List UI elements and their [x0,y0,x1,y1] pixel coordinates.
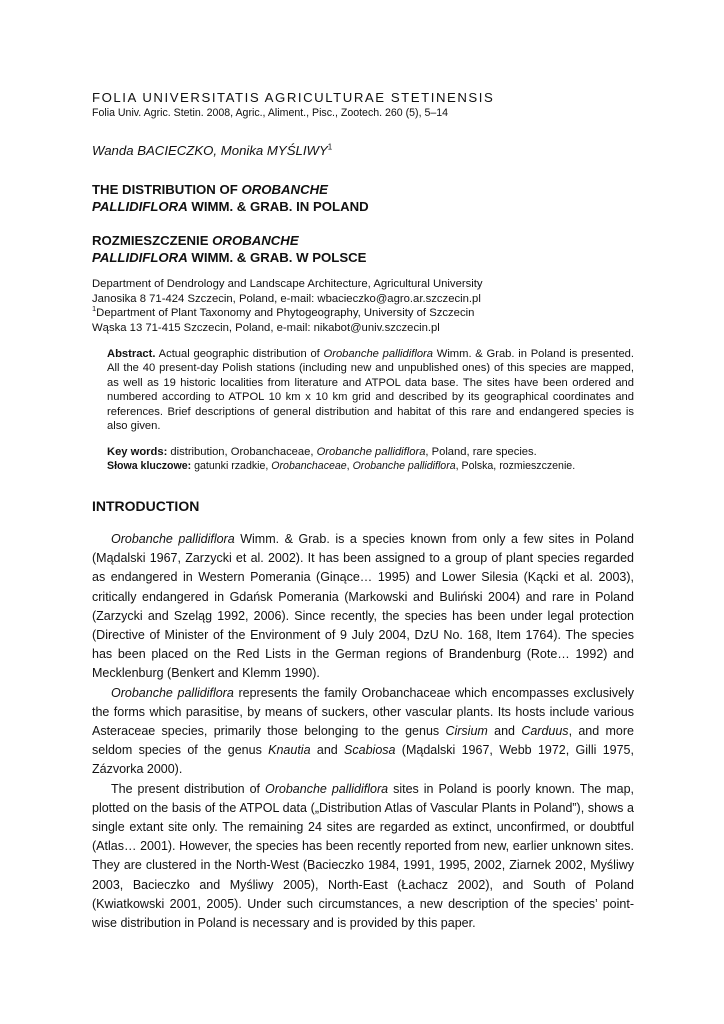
genus-name: Carduus [521,724,569,739]
keywords-pl-text: , Polska, rozmieszczenie. [455,460,576,473]
affiliation-mark: 1 [92,304,97,314]
abstract [107,347,634,433]
title-english [92,181,634,215]
introduction-body [92,530,634,933]
title-pl-plain-2: WIMM. & GRAB. W POLSCE [187,250,367,265]
title-pl-italic-2: PALLIDIFLORA [92,250,188,265]
abstract-species: Orobanche pallidiflora [323,348,434,360]
title-en-plain-2: WIMM. & GRAB. IN POLAND [187,199,369,214]
paragraph [92,780,634,934]
species-name: Orobanche pallidiflora [111,532,235,546]
title-polish [92,232,634,266]
paragraph [92,530,634,684]
author-affiliation-mark: 1 [327,142,333,152]
paragraph-text: , and more seldom species of the genus [92,724,634,758]
title-pl-plain-1: ROZMIESZCZENIE [92,233,213,248]
paragraph-text: sites in Poland is poorly known. The map, plotted on the basis of the ATPOL data („Distribution Atlas of Vascular Plants in Poland”), shows a single extant site only. The remaining 24 sites are regarded as extinct, unconfirmed, or doubtful (Atlas… 2001). However, the species has been recently reported from new, earlier unknown sites. They are clustered in the North-West (Bacieczko 1984, 1991, 1995, 2002, Ziarnek 2002, Myśliwy 2003, Bacieczko and Myśliwy 2005), North-East (Łachacz 2002), and South of Poland (Kwiatkowski 2001, 2005). Under such circumstances, a new description of the species’ point-wise distribution in Poland is necessary and is provided by this paper. [92,781,635,931]
keywords-pl-species: Orobanche pallidiflora [352,460,456,473]
paragraph-text: The present distribution of [111,781,265,796]
paragraph-text: Wimm. & Grab. is a species known from only a few sites in Poland (Mądalski 1967, Zarzycki et al. 2002). It has been assigned to a group of plant species regarded as endangered in Western Pomerania (Ginące… 1995) and Lower Silesia (Kącki et al. 2003), critically endangered in Gdańsk Pomerania (Markowski and Buliński 2004) and rare in Poland (Zarzycki and Szeląg 1992, 2006). Since recently, the species has been under legal protection (Directive of Minister of the Environment of 9 July 2004, DzU No. 168, Item 1764). The species has been placed on the Red Lists in the German regions of Brandenburg (Rote… 1992) and Mecklenburg (Benkert and Klemm 1990). [92,532,634,681]
paragraph-text: represents the family Orobanchaceae which encompasses exclusively the forms which parasitise, by means of suckers, other vascular plants. Its hosts include various Asteraceae species, primarily those belonging to the genus [92,685,634,739]
keywords-text: distribution, Orobanchaceae, [167,446,317,458]
title-en-plain-1: THE DISTRIBUTION OF [92,182,242,197]
keywords [107,445,634,474]
paragraph-text: and [487,724,522,739]
authors [92,143,634,158]
journal-name: FOLIA UNIVERSITATIS AGRICULTURAE STETINENSIS [92,90,495,105]
title-en-italic-2: PALLIDIFLORA [92,199,188,214]
affiliation-line [92,306,634,321]
author-names: Wanda BACIECZKO, Monika MYŚLIWY [92,143,328,158]
title-pl-italic-1: OROBANCHE [212,233,299,248]
keywords-species: Orobanche pallidiflora [316,446,426,458]
abstract-text: Actual geographic distribution of [155,348,324,360]
abstract-label: Abstract. [107,348,156,360]
keywords-pl-text: gatunki rzadkie, [191,460,272,473]
affiliation-text: Department of Plant Taxonomy and Phytogeography, University of Szczecin [96,307,475,320]
affiliations [92,277,634,335]
genus-name: Scabiosa [344,743,396,758]
paragraph-text: (Mądalski 1967, Webb 1972, Gilli 1975, Zázvorka 2000). [92,743,634,777]
keywords-label: Key words: [107,446,168,458]
paragraph-text: and [310,743,345,758]
affiliation-line: Department of Dendrology and Landscape Architecture, Agricultural University [92,278,483,290]
affiliation-line: Wąska 13 71-415 Szczecin, Poland, e-mail: nikabot@univ.szczecin.pl [92,321,440,334]
keywords-pl-family: Orobanchaceae [271,460,347,473]
journal-citation: Folia Univ. Agric. Stetin. 2008, Agric., Aliment., Pisc., Zootech. 260 (5), 5–14 [92,107,449,119]
keywords-english [107,445,634,459]
keywords-pl-label: Słowa kluczowe: [107,460,192,473]
paragraph [92,684,634,780]
genus-name: Cirsium [445,724,488,739]
species-name: Orobanche pallidiflora [111,685,234,700]
abstract-text: Wimm. & Grab. in Poland is presented. All the 40 present-day Polish stations (including new and unpublished ones) of this species are mapped, as well as 19 historic localities from literature and ATPOL data base. The sites have been ordered and numbered according to ATPOL 10 km x 10 km grid and described by its geographical coordinates and references. Brief descriptions of general distribution and habitat of this rare and endangered species is also given. [107,348,634,433]
genus-name: Knautia [268,743,311,758]
title-en-italic-1: OROBANCHE [241,182,328,197]
keywords-pl-text: , [346,460,353,473]
keywords-polish [107,459,634,473]
section-heading-introduction: INTRODUCTION [92,498,200,514]
affiliation-line: Janosika 8 71-424 Szczecin, Poland, e-mail: wbacieczko@agro.ar.szczecin.pl [92,292,481,305]
keywords-text: , Poland, rare species. [425,446,537,458]
species-name: Orobanche pallidiflora [265,781,389,796]
